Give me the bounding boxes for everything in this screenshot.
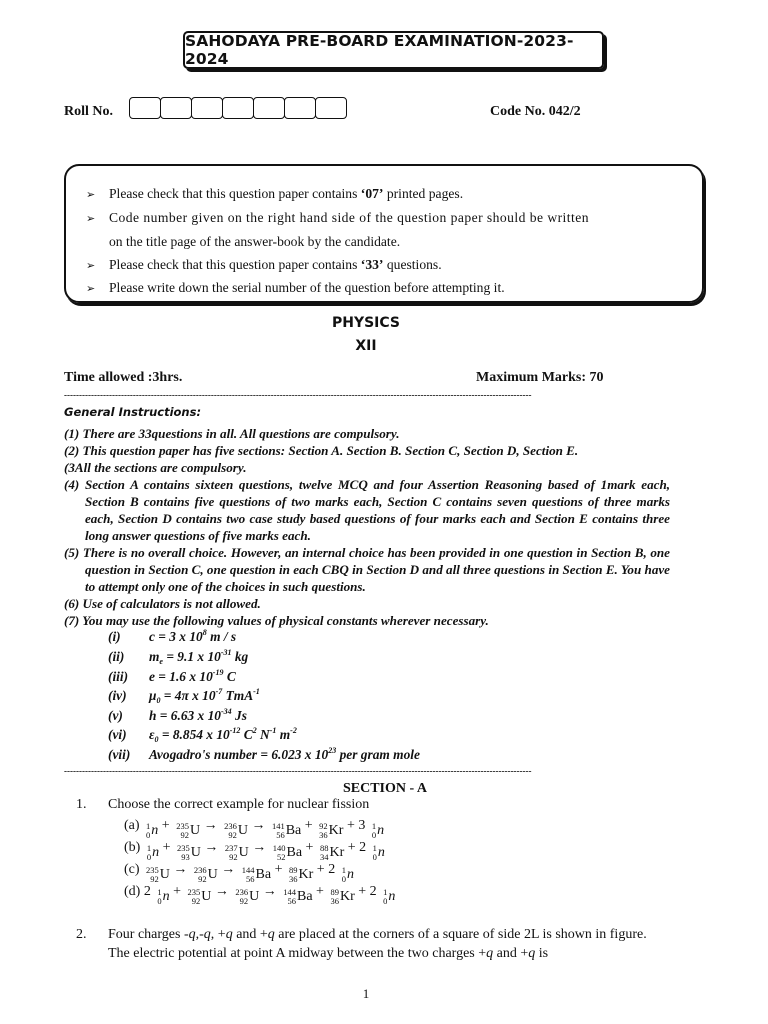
answer-option[interactable]: (d) 2 1 0 n + 235 92 U → 236 92 U → 144 56 Ba + 89 36 Kr + 2 1 0 n	[124, 884, 396, 906]
roll-number-digit-box[interactable]	[253, 97, 285, 119]
arrow-bullet-icon: ➢	[86, 212, 96, 225]
answer-option[interactable]: (b) 1 0 n + 235 93 U → 237 92 U → 140 52 Ba + 88 34 Kr + 2 1 0 n	[124, 840, 385, 862]
subject-name: PHYSICS	[331, 315, 401, 331]
arrow-bullet-icon: ➢	[86, 282, 96, 295]
arrow-bullet-icon: ➢	[86, 188, 96, 201]
roll-number-digit-box[interactable]	[191, 97, 223, 119]
question-number: 1.	[76, 797, 87, 812]
physical-constant: (vii) Avogadro's number = 6.023 x $10^{23}$ per gram mole	[108, 746, 420, 762]
roll-number-boxes[interactable]	[129, 97, 346, 119]
checklist-item: ➢ Code number given on the right hand side of the question paper should be written	[86, 210, 589, 225]
exam-title: SAHODAYA PRE-BOARD EXAMINATION-2023-2024	[183, 31, 604, 69]
roll-number-digit-box[interactable]	[129, 97, 161, 119]
checklist-item: ➢ Please check that this question paper contains ‘33’ questions.	[86, 257, 442, 272]
roll-number-digit-box[interactable]	[284, 97, 316, 119]
section-a-heading: SECTION - A	[342, 781, 428, 796]
physical-constant: (vi) $\varepsilon_0 = 8.854$ x $10^{-12}$ $C^2$ $N^{-1}$ $m^{-2}$	[108, 726, 297, 744]
answer-option[interactable]: (a) 1 0 n + 235 92 U → 236 92 U → 141 56 Ba + 92 36 Kr + 3 1 0 n	[124, 818, 385, 840]
divider: ------------------------------------------------------------------------------------------------------------------------------------------------------------	[64, 767, 532, 775]
instruction-item: (4) Section A contains sixteen questions, twelve MCQ and four Assertion Reasoning based of 1mark each, Section B contains five questions of two marks each, Section C contains seven questions of three marks each, Section D contains two case study based questions of four marks each and Section E contains three long answer questions of five marks each.	[64, 477, 670, 543]
physical-constant: (iii) e = 1.6 x $10^{-19}$ C	[108, 668, 236, 684]
instruction-item: (5) There is no overall choice. However, an internal choice has been provided in one question in Section B, one question in Section C, one question in each CBQ in Section D and all three questions in Section E. You have to attempt only one of the choices in such questions.	[64, 545, 670, 594]
arrow-bullet-icon: ➢	[86, 259, 96, 272]
time-allowed: Time allowed :3hrs.	[64, 370, 183, 385]
checklist-item-continued: on the title page of the answer-book by the candidate.	[109, 234, 401, 249]
roll-number-digit-box[interactable]	[315, 97, 347, 119]
physical-constant: (v) h = 6.63 x $10^{-34}$ Js	[108, 707, 247, 723]
checklist-item: ➢ Please write down the serial number of the question before attempting it.	[86, 280, 505, 295]
divider: ------------------------------------------------------------------------------------------------------------------------------------------------------------	[64, 391, 532, 399]
instruction-item: (6) Use of calculators is not allowed.	[64, 596, 261, 611]
question-text-continued: The electric potential at point A midway between the two charges +q and +q is	[108, 946, 549, 961]
physical-constant: (iv) $\mu_0 = 4\pi$ x $10^{-7}$ TmA$^{-1}$	[108, 687, 260, 705]
general-instructions-heading: General Instructions:	[64, 405, 202, 419]
code-number: Code No. 042/2	[490, 104, 581, 119]
answer-option[interactable]: (c) 235 92 U → 236 92 U → 144 56 Ba + 89 36 Kr + 2 1 0 n	[124, 862, 354, 884]
instruction-item: (1) There are 33questions in all. All questions are compulsory.	[64, 426, 400, 441]
instruction-item: (7) You may use the following values of physical constants wherever necessary.	[64, 613, 489, 628]
instruction-item: (3All the sections are compulsory.	[64, 460, 247, 475]
physical-constant: (ii) $m_e = 9.1$ x $10^{-31}$ kg	[108, 648, 249, 666]
checklist-box	[64, 164, 704, 303]
roll-number-digit-box[interactable]	[222, 97, 254, 119]
checklist-item: ➢ Please check that this question paper contains ‘07’ printed pages.	[86, 186, 464, 201]
class-name: XII	[355, 338, 377, 354]
maximum-marks: Maximum Marks: 70	[476, 370, 604, 385]
question-text: Choose the correct example for nuclear fission	[108, 797, 370, 812]
question-text: Four charges -q,-q, +q and +q are placed at the corners of a square of side 2L is shown in figure.	[108, 927, 647, 942]
roll-number-digit-box[interactable]	[160, 97, 192, 119]
physical-constant: (i) c = 3 x $10^8$ m / s	[108, 628, 237, 644]
question-number: 2.	[76, 927, 87, 942]
instruction-item: (2) This question paper has five sections: Section A. Section B. Section C, Section D, Section E.	[64, 443, 579, 458]
roll-number-label: Roll No.	[64, 104, 113, 119]
page-number: 1	[362, 986, 370, 1001]
general-instructions-list	[64, 425, 670, 629]
